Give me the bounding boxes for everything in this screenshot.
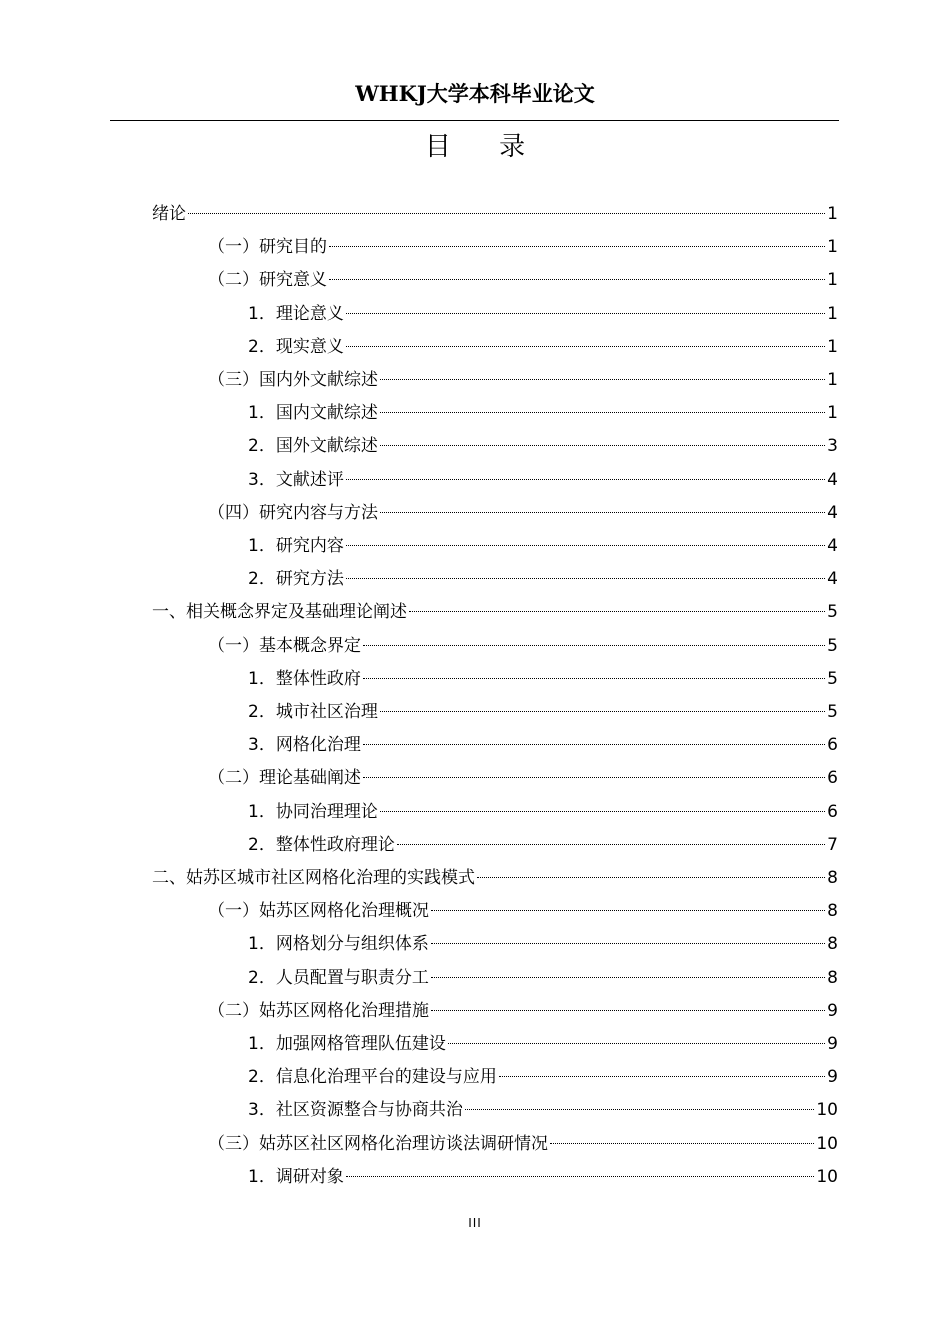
toc-entry[interactable] bbox=[248, 330, 838, 364]
toc-entry-page: 6 bbox=[827, 735, 838, 756]
toc-entry-title: 1．国内文献综述 bbox=[248, 403, 378, 424]
dot-leader bbox=[477, 877, 825, 878]
toc-entry-title: 3．网格化治理 bbox=[248, 735, 361, 756]
toc-entry[interactable] bbox=[248, 695, 838, 729]
toc-entry-page: 1 bbox=[827, 303, 838, 324]
toc-entry[interactable] bbox=[248, 1060, 838, 1094]
toc-entry[interactable] bbox=[208, 363, 838, 397]
toc-entry[interactable] bbox=[208, 230, 838, 264]
toc-entry-page: 5 bbox=[827, 702, 838, 722]
dot-leader bbox=[346, 1176, 815, 1177]
dot-leader bbox=[329, 279, 825, 280]
toc-entry-title: 2．城市社区治理 bbox=[248, 702, 378, 722]
dot-leader bbox=[346, 578, 825, 579]
toc-entry[interactable] bbox=[248, 429, 838, 463]
toc-entry-title: （一）姑苏区网格化治理概况 bbox=[208, 901, 429, 922]
dot-leader bbox=[550, 1143, 814, 1144]
toc-entry-page: 8 bbox=[827, 967, 838, 988]
toc-entry-page: 10 bbox=[816, 1133, 838, 1154]
toc-entry[interactable] bbox=[248, 297, 838, 331]
toc-entry[interactable] bbox=[208, 496, 838, 530]
dot-leader bbox=[380, 445, 825, 446]
toc-entry-title: 二、姑苏区城市社区网格化治理的实践模式 bbox=[152, 868, 475, 888]
dot-leader bbox=[431, 943, 825, 944]
dot-leader bbox=[380, 412, 825, 413]
dot-leader bbox=[346, 346, 825, 347]
toc-entry-page: 3 bbox=[827, 436, 838, 457]
toc-entry-page: 4 bbox=[827, 536, 838, 556]
toc-entry-page: 4 bbox=[827, 502, 838, 523]
toc-entry-page: 7 bbox=[827, 834, 838, 855]
dot-leader bbox=[363, 645, 825, 646]
toc-entry-title: 1．加强网格管理队伍建设 bbox=[248, 1034, 446, 1054]
toc-entry[interactable] bbox=[248, 463, 838, 497]
toc-entry[interactable] bbox=[208, 994, 838, 1028]
toc-entry-page: 6 bbox=[827, 801, 838, 822]
toc-entry-title: 1．研究内容 bbox=[248, 536, 344, 556]
toc-entry[interactable] bbox=[248, 662, 838, 696]
dot-leader bbox=[329, 246, 825, 247]
toc-entry-title: 3．社区资源整合与协商共治 bbox=[248, 1100, 463, 1121]
dot-leader bbox=[465, 1109, 815, 1110]
toc-entry[interactable] bbox=[248, 1093, 838, 1127]
dot-leader bbox=[499, 1076, 825, 1077]
page-number: III bbox=[468, 1216, 482, 1230]
header-divider bbox=[110, 120, 839, 121]
toc-entry[interactable] bbox=[208, 263, 838, 297]
toc-entry-page: 8 bbox=[827, 934, 838, 955]
toc-entry[interactable] bbox=[208, 629, 838, 663]
toc-entry-title: （一）基本概念界定 bbox=[208, 635, 361, 656]
toc-entry-page: 5 bbox=[827, 602, 838, 623]
toc-entry[interactable] bbox=[152, 595, 838, 629]
toc-entry-title: 2．国外文献综述 bbox=[248, 436, 378, 457]
toc-entry-title: 一、相关概念界定及基础理论阐述 bbox=[152, 602, 407, 623]
toc-entry[interactable] bbox=[248, 728, 838, 762]
dot-leader bbox=[431, 910, 825, 911]
toc-entry-page: 4 bbox=[827, 569, 838, 590]
toc-entry-title: （一）研究目的 bbox=[208, 237, 327, 258]
dot-leader bbox=[346, 545, 825, 546]
toc-entry[interactable] bbox=[248, 529, 838, 563]
toc-entry-title: （三）国内外文献综述 bbox=[208, 370, 378, 390]
dot-leader bbox=[363, 777, 825, 778]
toc-entry[interactable] bbox=[208, 761, 838, 795]
toc-entry-title: 2．整体性政府理论 bbox=[248, 834, 395, 855]
toc-entry-page: 8 bbox=[827, 901, 838, 922]
toc-entry-page: 1 bbox=[827, 237, 838, 258]
toc-entry-title: 绪论 bbox=[152, 204, 186, 224]
toc-entry-page: 9 bbox=[827, 1000, 838, 1021]
toc-entry-page: 1 bbox=[827, 270, 838, 291]
toc-entry-page: 8 bbox=[827, 868, 838, 888]
toc-entry-title: 1．整体性政府 bbox=[248, 668, 361, 689]
toc-entry-title: （二）研究意义 bbox=[208, 270, 327, 291]
toc-entry-page: 1 bbox=[827, 336, 838, 357]
dot-leader bbox=[397, 844, 825, 845]
toc-entry-title: （三）姑苏区社区网格化治理访谈法调研情况 bbox=[208, 1133, 548, 1154]
dot-leader bbox=[380, 711, 825, 712]
toc-entry[interactable] bbox=[248, 828, 838, 862]
toc-entry-title: 2．研究方法 bbox=[248, 569, 344, 590]
toc-entry-title: 2．人员配置与职责分工 bbox=[248, 967, 429, 988]
toc-entry-title: 1．调研对象 bbox=[248, 1166, 344, 1187]
dot-leader bbox=[431, 977, 825, 978]
dot-leader bbox=[380, 512, 825, 513]
running-header: WHKJ大学本科毕业论文 bbox=[355, 81, 595, 106]
toc-entry-title: 1．理论意义 bbox=[248, 303, 344, 324]
dot-leader bbox=[380, 379, 825, 380]
dot-leader bbox=[431, 1010, 825, 1011]
toc-entry-page: 5 bbox=[827, 635, 838, 656]
toc-entry[interactable] bbox=[248, 927, 838, 961]
toc-entry[interactable] bbox=[248, 396, 838, 430]
dot-leader bbox=[363, 744, 825, 745]
toc-entry-page: 9 bbox=[827, 1034, 838, 1054]
toc-entry[interactable] bbox=[248, 1160, 838, 1194]
dot-leader bbox=[188, 213, 825, 214]
toc-entry[interactable] bbox=[208, 1127, 838, 1161]
toc-entry-page: 1 bbox=[827, 370, 838, 390]
toc-entry-page: 1 bbox=[827, 204, 838, 224]
toc-entry[interactable] bbox=[248, 795, 838, 829]
dot-leader bbox=[409, 611, 825, 612]
toc-entry-page: 6 bbox=[827, 768, 838, 789]
toc-entry-page: 10 bbox=[816, 1100, 838, 1121]
toc-entry-title: 3．文献述评 bbox=[248, 469, 344, 490]
toc-entry[interactable] bbox=[248, 961, 838, 995]
toc-entry-title: （二）姑苏区网格化治理措施 bbox=[208, 1000, 429, 1021]
dot-leader bbox=[448, 1043, 825, 1044]
toc-entry-page: 9 bbox=[827, 1067, 838, 1088]
toc-entry[interactable] bbox=[152, 197, 838, 231]
toc-entry[interactable] bbox=[248, 562, 838, 596]
toc-entry-title: 1．协同治理理论 bbox=[248, 801, 378, 822]
dot-leader bbox=[346, 313, 825, 314]
toc-entry-title: 1．网格划分与组织体系 bbox=[248, 934, 429, 955]
toc-entry[interactable] bbox=[208, 894, 838, 928]
toc-entry[interactable] bbox=[248, 1027, 838, 1061]
toc-entry-title: （四）研究内容与方法 bbox=[208, 502, 378, 523]
dot-leader bbox=[363, 678, 825, 679]
toc-entry-page: 10 bbox=[816, 1166, 838, 1187]
toc-entry-title: 2．现实意义 bbox=[248, 336, 344, 357]
toc-title: 目 录 bbox=[424, 132, 546, 162]
dot-leader bbox=[346, 479, 825, 480]
dot-leader bbox=[380, 811, 825, 812]
toc-entry-page: 5 bbox=[827, 668, 838, 689]
toc-entry-title: 2．信息化治理平台的建设与应用 bbox=[248, 1067, 497, 1088]
toc-entry[interactable] bbox=[152, 861, 838, 895]
toc-entry-page: 1 bbox=[827, 403, 838, 424]
toc-entry-page: 4 bbox=[827, 469, 838, 490]
toc-entry-title: （二）理论基础阐述 bbox=[208, 768, 361, 789]
